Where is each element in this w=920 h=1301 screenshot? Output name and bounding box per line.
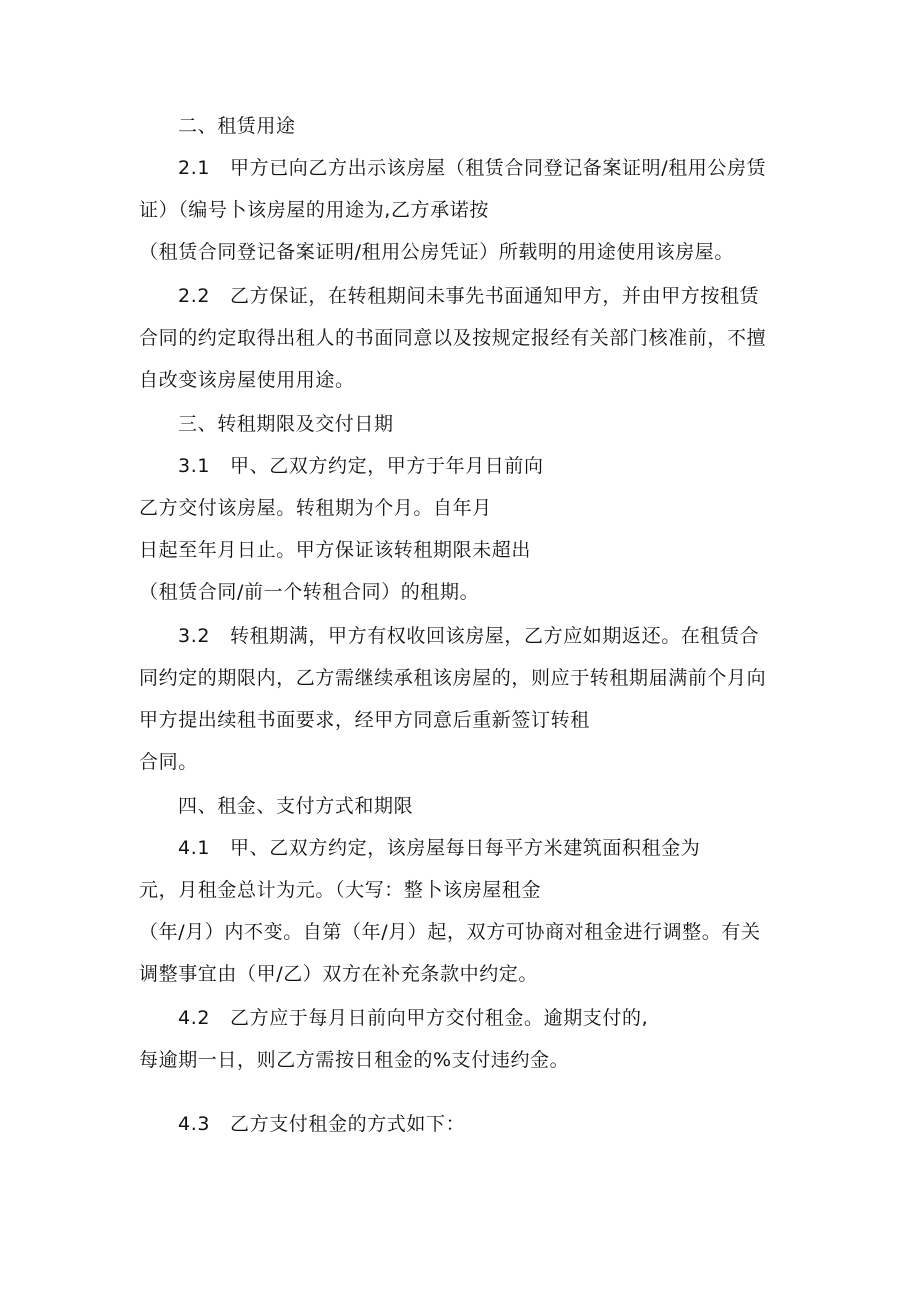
clause-4-3-line-1 xyxy=(178,1112,465,1136)
clause-number: 2.2 xyxy=(178,285,211,307)
clause-2-1-line-3: （租赁合同登记备案证明/租用公房凭证）所载明的用途使用该房屋。 xyxy=(139,241,735,263)
clause-4-1-line-1 xyxy=(178,836,700,860)
clause-text: 甲、乙双方约定，该房屋每日每平方米建筑面积租金为 xyxy=(230,837,701,859)
clause-3-2-line-4: 合同。 xyxy=(139,751,198,773)
clause-number: 4.2 xyxy=(178,1007,211,1029)
clause-2-2-line-1 xyxy=(178,284,759,308)
clause-4-2-line-1 xyxy=(178,1006,648,1030)
clause-text: 乙方应于每月日前向甲方交付租金。逾期支付的, xyxy=(230,1007,649,1029)
clause-3-2-line-1 xyxy=(178,624,759,648)
clause-2-2-line-2: 合同的约定取得出租人的书面同意以及按规定报经有关部门核准前，不擅 xyxy=(139,327,767,349)
clause-4-1-line-4: 调整事宜由（甲/乙）双方在补充条款中约定。 xyxy=(139,963,539,985)
clause-text: 转租期满，甲方有权收回该房屋，乙方应如期返还。在租赁合 xyxy=(230,625,760,647)
clause-3-1-line-4: （租赁合同/前一个转租合同）的租期。 xyxy=(139,581,480,603)
section-heading-2: 二、租赁用途 xyxy=(178,115,296,137)
clause-text: 甲方已向乙方出示该房屋（租赁合同登记备案证明/租用公房赁 xyxy=(230,157,767,179)
clause-2-2-line-3: 自改变该房屋使用用途。 xyxy=(139,369,355,391)
clause-3-1-line-2: 乙方交付该房屋。转租期为个月。自年月 xyxy=(139,497,492,519)
clause-3-2-line-3: 甲方提出续租书面要求，经甲方同意后重新签订转租 xyxy=(139,709,590,731)
clause-number: 3.1 xyxy=(178,455,211,477)
clause-text: 乙方保证，在转租期间未事先书面通知甲方，并由甲方按租赁 xyxy=(230,285,760,307)
clause-text: 乙方支付租金的方式如下： xyxy=(230,1113,466,1135)
clause-2-1-line-2: 证）（编号卜该房屋的用途为,乙方承诺按 xyxy=(139,199,489,221)
clause-4-2-line-2: 每逾期一日，则乙方需按日租金的%支付违约金。 xyxy=(139,1049,570,1071)
section-heading-4: 四、租金、支付方式和期限 xyxy=(178,795,414,817)
clause-number: 3.2 xyxy=(178,625,211,647)
clause-number: 4.3 xyxy=(178,1113,211,1135)
clause-4-1-line-3: （年/月）内不变。自第（年/月）起，双方可协商对租金进行调整。有关 xyxy=(139,921,761,943)
clause-3-1-line-1 xyxy=(178,454,544,478)
clause-number: 4.1 xyxy=(178,837,211,859)
section-heading-3: 三、转租期限及交付日期 xyxy=(178,413,394,435)
clause-number: 2.1 xyxy=(178,157,211,179)
clause-text: 甲、乙双方约定，甲方于年月日前向 xyxy=(230,455,544,477)
clause-4-1-line-2: 元，月租金总计为元。（大写：整卜该房屋租金 xyxy=(139,879,542,901)
clause-2-1-line-1 xyxy=(178,156,766,180)
clause-3-2-line-2: 同约定的期限内，乙方需继续承租该房屋的，则应于转租期届满前个月向 xyxy=(139,667,767,689)
clause-3-1-line-3: 日起至年月日止。甲方保证该转租期限未超出 xyxy=(139,539,532,561)
